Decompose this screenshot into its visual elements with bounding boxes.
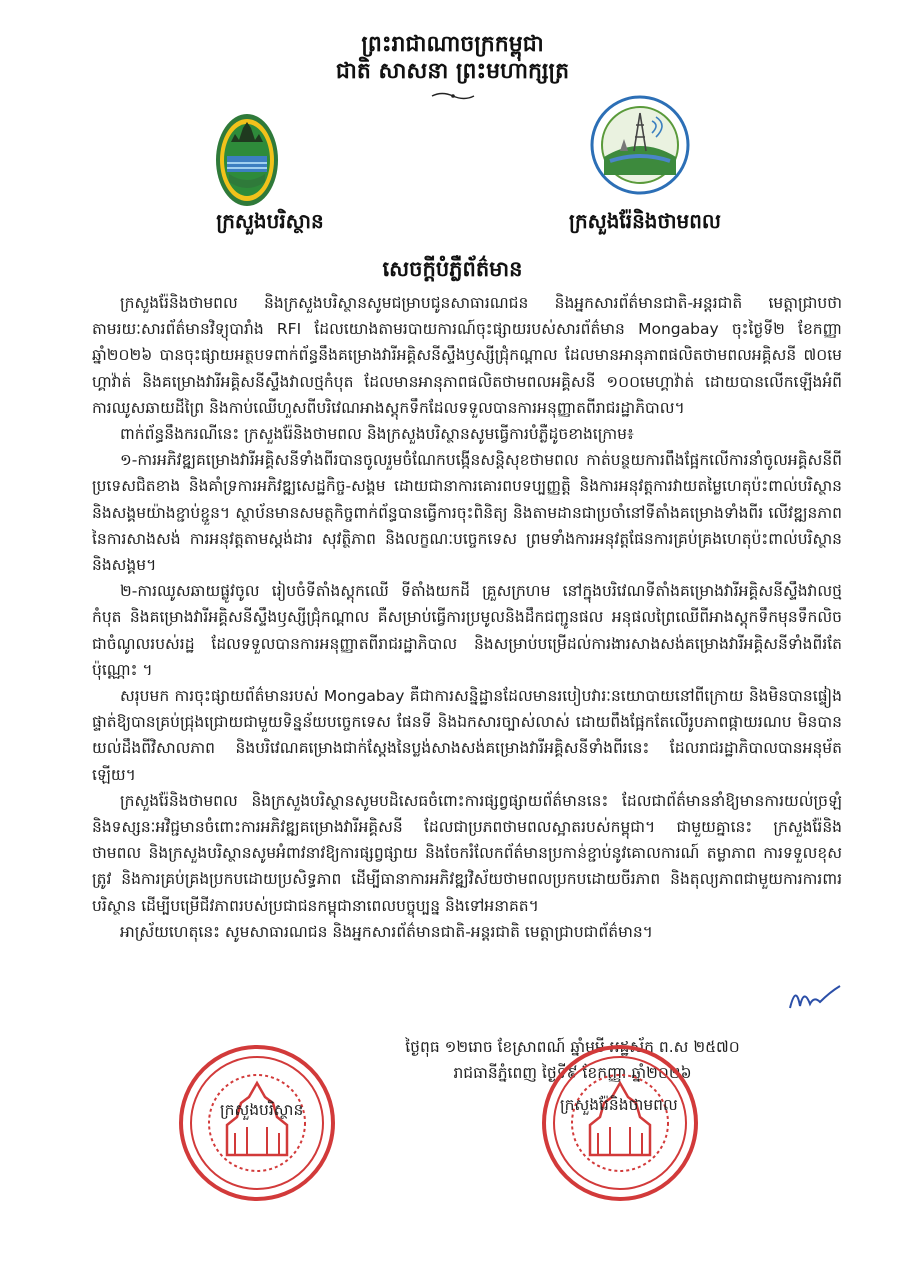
paragraph: ក្រសួងរ៉ែនិងថាមពល និងក្រសួងបរិស្ថានសូមបដិសេធចំពោះការផ្សព្វផ្សាយព័ត៌មាននេះ ដែលជាព័ត៌មាននាំឱ្យមានការយល់ច្រឡំ និងទស្សនៈអវិជ្ជមានចំពោះការអភិវឌ្ឍគម្រោងវារីអគ្គិសនី ដែលជាប្រភពថាមពលស្អាតរបស់កម្ពុជា។ ជាមួយគ្នានេះ ក្រសួងរ៉ែនិងថាមពល និងក្រសួងបរិស្ថានសូមអំពាវនាវឱ្យការផ្សព្វផ្សាយ និងចែករំលែកព័ត៌មានប្រកាន់ខ្ជាប់នូវគោលការណ៍ តម្លាភាព ការទទួលខុសត្រូវ និងការគ្រប់គ្រងប្រកបដោយប្រសិទ្ធភាព ដើម្បីធានាការអភិវឌ្ឍវិស័យថាមពលប្រកបដោយចីរភាព និងតុល្យភាពជាមួយការការពារបរិស្ថាន ដើម្បីបម្រើជីវភាពរបស់ប្រជាជនកម្ពុជានាពេលបច្ចុប្បន្ន និងទៅអនាគត។ [92,791,842,915]
paragraph: សរុបមក ការចុះផ្សាយព័ត៌មានរបស់ Mongabay គឺជាការសន្និដ្ឋានដែលមានរបៀបវារៈនយោបាយនៅពីក្រោយ និងមិនបានផ្ទៀងផ្ទាត់ឱ្យបានគ្រប់ជ្រុងជ្រោយជាមួយទិន្នន័យបច្ចេកទេស ផែនទី និងឯកសារច្បាស់លាស់ ដោយពឹងផ្អែកតែលើរូបភាពផ្កាយរណប មិនបានយល់ដឹងពីវិសាលភាព និងបរិវេណគម្រោងជាក់ស្តែងនៃប្លង់សាងសង់គម្រោងវារីអគ្គិសនីទាំងពីរនេះ ដែលរាជរដ្ឋាភិបាលបានអនុម័តឡើយ។ [92,687,842,784]
ministry-environment-label: ក្រសួងបរិស្ថាន [216,209,324,233]
environment-seal-icon [177,1043,337,1203]
environment-seal-label: ក្រសួងបរិស្ថាន [220,1101,304,1119]
ornament-divider-icon [430,91,476,101]
kingdom-header: ព្រះរាជាណាចក្រកម្ពុជា [361,31,544,57]
handwritten-signature-icon [786,978,844,1018]
document-title: សេចក្តីបំភ្លឺព័ត៌មាន [382,256,523,281]
mines-energy-seal-icon [540,1043,700,1203]
paragraph: ២-ការឈូសឆាយផ្លូវចូល រៀបចំទីតាំងស្តុកឈើ ទីតាំងយកដី គ្រួសក្រហម នៅក្នុងបរិវេណទីតាំងគម្រោងវារីអគ្គិសនីស្ទឹងវាលថ្មកំបុត និងគម្រោងវារីអគ្គិសនីស្ទឹងឫស្សីជ្រុំកណ្តាល គឺសម្រាប់ធ្វើការប្រមូលនិងដឹកជញ្ជូនផល អនុផលព្រៃឈើពីអាងស្តុកទឹកមុនទឹកលិចជាចំណូលរបស់រដ្ឋ ដែលទទួលបានការអនុញ្ញាតពីរាជរដ្ឋាភិបាល និងសម្រាប់បម្រើដល់ការងារសាងសង់គម្រោងវារីអគ្គិសនីទាំងពីរតែប៉ុណ្ណោះ ។ [92,582,842,679]
ministry-mines-energy-label: ក្រសួងរ៉ែនិងថាមពល [569,209,721,233]
paragraph: ពាក់ព័ន្ធនឹងករណីនេះ ក្រសួងរ៉ែនិងថាមពល និងក្រសួងបរិស្ថានសូមធ្វើការបំភ្លឺដូចខាងក្រោម៖ [120,425,634,444]
mines-energy-seal-label: ក្រសួងរ៉ែនិងថាមពល [560,1096,678,1114]
document-body [92,290,842,945]
date-lunar: ថ្ងៃពុធ ១២រោច ខែស្រាពណ៍ ឆ្នាំមមី អដ្ឋស័ក ព.ស ២៥៧០ [405,1038,740,1056]
paragraph: ១-ការអភិវឌ្ឍគម្រោងវារីអគ្គិសនីទាំងពីរបានចូលរួមចំណែកបង្កើនសន្តិសុខថាមពល កាត់បន្ថយការពឹងផ្អែកលើការនាំចូលអគ្គិសនីពីប្រទេសជិតខាង និងគាំទ្រការអភិវឌ្ឍសេដ្ឋកិច្ច-សង្គម ដោយជានាការគោរពបទប្បញ្ញត្តិ និងការអនុវត្តការវាយតម្លៃហេតុប៉ះពាល់បរិស្ថាន និងសង្គមយ៉ាងខ្ជាប់ខ្ជួន។ ស្ថាប័នមានសមត្ថកិច្ចពាក់ព័ន្ធបានធ្វើការចុះពិនិត្យ និងតាមដានជាប្រចាំនៅទីតាំងគម្រោងទាំងពីរ លើវឌ្ឍនភាពនៃការសាងសង់ ការអនុវត្តតាមស្តង់ដារ សុវត្ថិភាព និងលក្ខណៈបច្ចេកទេស ព្រមទាំងការអនុវត្តផែនការគ្រប់គ្រងហេតុប៉ះពាល់បរិស្ថាន និងសង្គម។ [92,451,842,575]
environment-logo-icon [215,112,279,208]
paragraph: អាស្រ័យហេតុនេះ សូមសាធារណជន និងអ្នកសារព័ត៌មានជាតិ-អន្តរជាតិ មេត្តាជ្រាបជាព័ត៌មាន។ [120,922,653,941]
date-solar: រាជធានីភ្នំពេញ ថ្ងៃទី៩ ខែកញ្ញា ឆ្នាំ២០២៦ [453,1064,692,1082]
mines-energy-logo-icon [590,95,690,195]
paragraph: ក្រសួងរ៉ែនិងថាមពល និងក្រសួងបរិស្ថានសូមជម្រាបជូនសាធារណជន និងអ្នកសារព័ត៌មានជាតិ-អន្តរជាតិ មេត្តាជ្រាបថា តាមរយៈសារព័ត៌មានវិទ្យុបារាំង RFI ដែលយោងតាមរបាយការណ៍ចុះផ្សាយរបស់សារព័ត៌មាន Mongabay ចុះថ្ងៃទី២ ខែកញ្ញា ឆ្នាំ២០២៦ បានចុះផ្សាយអត្ថបទពាក់ព័ន្ធនឹងគម្រោងវារីអគ្គិសនីស្ទឹងឫស្សីជ្រុំកណ្តាល ដែលមានអានុភាពផលិតថាមពលអគ្គិសនី ៧០មេហ្គាវ៉ាត់ និងគម្រោងវារីអគ្គិសនីស្ទឹងវាលថ្មកំបុត ដែលមានអានុភាពផលិតថាមពលអគ្គិសនី ១០០មេហ្គាវ៉ាត់ ដោយបានលើកឡើងអំពីការឈូសឆាយដីព្រៃ និងកាប់ឈើហួសពីបរិវេណអាងស្តុកទឹកដែលទទួលបានការអនុញ្ញាតពីរាជរដ្ឋាភិបាល។ [92,294,842,417]
motto-header: ជាតិ សាសនា ព្រះមហាក្សត្រ [335,58,570,84]
